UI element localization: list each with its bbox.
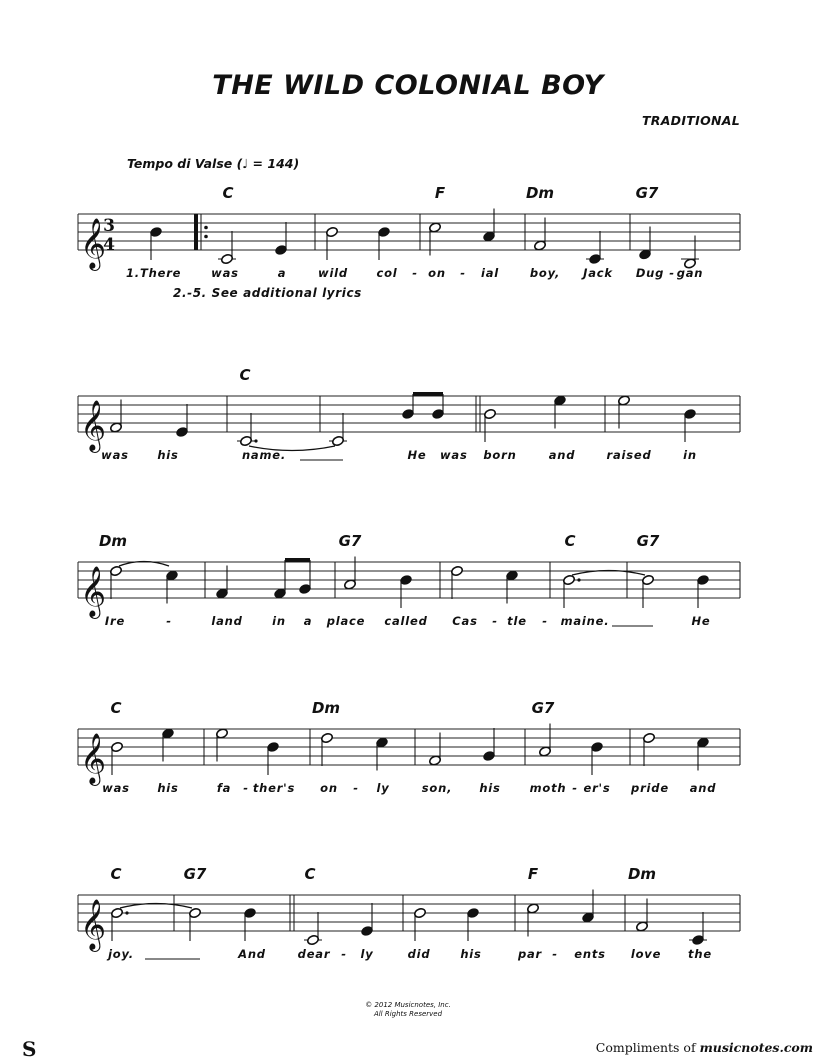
lyric-syllable: called: [384, 614, 428, 628]
note-beam: [285, 558, 310, 562]
lyric-syllable: -: [243, 781, 249, 795]
chord-symbol: C: [110, 865, 122, 883]
lyric-syllable: -: [492, 614, 498, 628]
treble-clef-icon: 𝄞: [80, 218, 107, 269]
lyric-syllable: boy,: [529, 266, 561, 280]
lyric-syllable: He: [407, 448, 427, 462]
lyric-syllable: was: [440, 448, 468, 462]
chord-symbol: Dm: [311, 699, 341, 717]
tempo-label: Tempo di Valse (: [127, 156, 243, 171]
time-signature-top: 3: [103, 216, 115, 236]
chord-symbol: G7: [636, 532, 660, 550]
lyric-syllable: -: [669, 266, 675, 280]
lyric-syllable: -: [572, 781, 578, 795]
staff-system-1: [0, 180, 816, 310]
lyric-syllable: was: [101, 448, 129, 462]
compliments-footer: [596, 1040, 813, 1055]
lyric-syllable: son,: [421, 781, 453, 795]
lyric-syllable: He: [691, 614, 711, 628]
note-beam: [413, 392, 443, 396]
chord-symbol: C: [222, 184, 234, 202]
composer: TRADITIONAL: [641, 113, 740, 128]
lyric-syllable: his: [460, 947, 482, 961]
lyric-syllable: ial: [480, 266, 500, 280]
lyric-syllable: on: [428, 266, 446, 280]
lyric-syllable: Dug: [635, 266, 665, 280]
chord-symbol: G7: [635, 184, 659, 202]
lyric-syllable: er's: [583, 781, 611, 795]
lyric-syllable: maine.: [560, 614, 610, 628]
lyric-syllable: was: [211, 266, 239, 280]
chord-symbol: Dm: [98, 532, 128, 550]
staff-system-3: [0, 528, 816, 638]
staff-system-2: [0, 362, 816, 472]
augmentation-dot: [254, 439, 257, 442]
lyric-syllable: Jack: [583, 266, 613, 280]
lyric-syllable: the: [688, 947, 712, 961]
chord-symbol: C: [304, 865, 316, 883]
chord-symbol: Dm: [525, 184, 555, 202]
lyric-syllable: his: [157, 448, 179, 462]
augmentation-dot: [125, 911, 128, 914]
corner-logo-mark: S: [22, 1037, 37, 1061]
lyric-syllable: dear: [297, 947, 331, 961]
lyric-syllable: gan: [676, 266, 704, 280]
chord-symbol: C: [564, 532, 576, 550]
time-signature-bottom: 4: [103, 235, 115, 255]
lyric-syllable: moth: [529, 781, 567, 795]
lyric-syllable: Ire: [104, 614, 126, 628]
lyric-syllable: in: [683, 448, 697, 462]
lyric-syllable: his: [157, 781, 179, 795]
lyric-syllable: and: [548, 448, 576, 462]
lyric-syllable: col: [376, 266, 398, 280]
staff-system-4: [0, 695, 816, 805]
lyric-syllable: -: [353, 781, 359, 795]
staff-system-5: [0, 861, 816, 971]
repeat-dot: [204, 235, 208, 239]
chord-symbol: F: [434, 184, 446, 202]
chord-symbol: Dm: [627, 865, 657, 883]
repeat-dot: [204, 226, 208, 230]
song-title: THE WILD COLONIAL BOY: [212, 70, 604, 101]
lyric-syllable: name.: [241, 448, 287, 462]
lyric-syllable: love: [630, 947, 662, 961]
lyric-syllable: wild: [318, 266, 348, 280]
tempo-value: = 144): [248, 156, 300, 171]
chord-symbol: G7: [183, 865, 207, 883]
lyric-syllable: his: [479, 781, 501, 795]
lyric-syllable: joy.: [108, 947, 134, 961]
quarter-note-icon: ♩: [242, 156, 249, 171]
lyric-syllable: ents: [574, 947, 606, 961]
compliments-site: musicnotes.com: [699, 1040, 813, 1055]
lyric-syllable: pride: [631, 781, 669, 795]
lyric-syllable: a: [303, 614, 313, 628]
chord-symbol: G7: [531, 699, 555, 717]
treble-clef-icon: 𝄞: [80, 566, 107, 617]
lyric-syllable: on: [320, 781, 338, 795]
lyric-syllable: place: [326, 614, 366, 628]
lyric-syllable: -: [412, 266, 418, 280]
copyright-line-2: All Rights Reserved: [373, 1010, 443, 1018]
lyric-syllable: land: [211, 614, 243, 628]
lyric-syllable: in: [272, 614, 286, 628]
lyric-syllable: did: [407, 947, 431, 961]
lyric-syllable: -: [166, 614, 172, 628]
chord-symbol: C: [239, 366, 251, 384]
lyric-syllable: -: [542, 614, 548, 628]
lyric-syllable: ther's: [252, 781, 296, 795]
lyric-syllable: tle: [507, 614, 527, 628]
lyric-syllable: was: [102, 781, 130, 795]
lyric-syllable: raised: [606, 448, 652, 462]
lyric-syllable: par: [517, 947, 543, 961]
copyright-notice: [0, 1001, 816, 1019]
chord-symbol: G7: [338, 532, 362, 550]
treble-clef-icon: 𝄞: [80, 899, 107, 950]
treble-clef-icon: 𝄞: [80, 400, 107, 451]
lyric-syllable: -: [460, 266, 466, 280]
lyric-syllable: ly: [360, 947, 374, 961]
augmentation-dot: [577, 578, 580, 581]
lyric-syllable: -: [552, 947, 558, 961]
lyric-syllable: Cas: [452, 614, 478, 628]
chord-symbol: F: [527, 865, 539, 883]
lyric-syllable: and: [689, 781, 717, 795]
treble-clef-icon: 𝄞: [80, 733, 107, 784]
lyric-syllable: born: [483, 448, 517, 462]
lyric-syllable: -: [341, 947, 347, 961]
lyric-syllable: ly: [376, 781, 390, 795]
repeat-thick-bar: [194, 214, 198, 250]
copyright-line-1: © 2012 Musicnotes, Inc.: [365, 1001, 451, 1009]
tempo-marking: [127, 156, 299, 171]
lyric-syllable: fa: [216, 781, 232, 795]
compliments-prefix: Compliments of: [595, 1040, 700, 1055]
lyric-syllable: a: [277, 266, 287, 280]
chord-symbol: C: [110, 699, 122, 717]
additional-lyrics-note: 2.-5. See additional lyrics: [173, 286, 362, 300]
lyric-syllable: And: [238, 947, 266, 961]
lyric-syllable: 1.There: [126, 266, 182, 280]
